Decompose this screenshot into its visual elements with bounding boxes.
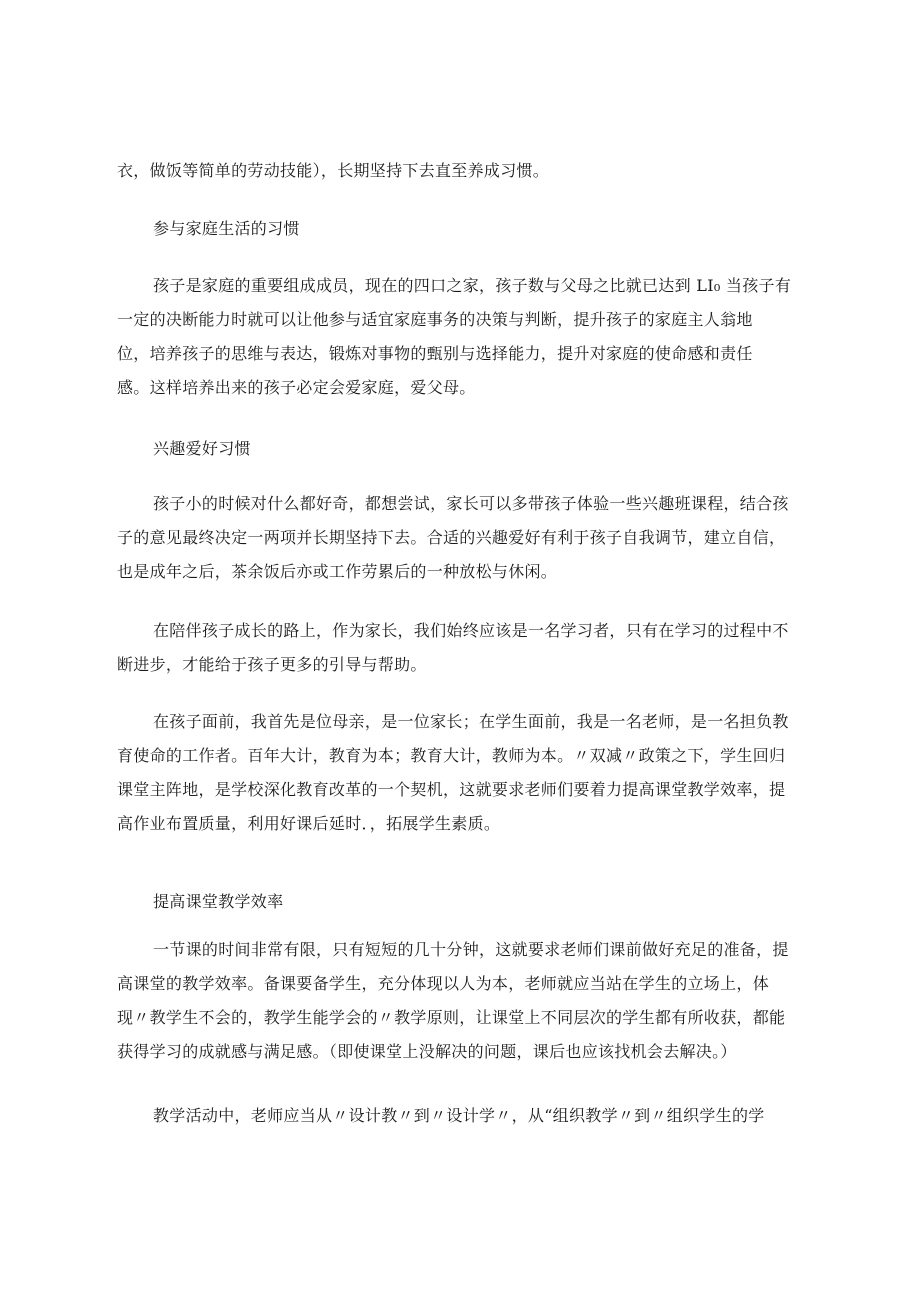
text-line: 感。这样培养出来的孩子必定会爱家庭，爱父母。 [117,378,476,397]
paragraph-2 [117,487,817,589]
text-line: 位，培养孩子的思维与表达，锻炼对事物的甄别与选择能力，提升对家庭的使命感和责任 [117,344,753,363]
text-line: 一定的决断能力时就可以让他参与适宜家庭事务的决策与判断，提升孩子的家庭主人翁地 [117,310,753,329]
text-line: 育使命的工作者。百年大计，教育为本；教育大计，教师为本。〃双减〃政策之下，学生回归 [117,746,786,765]
text-line: 现〃教学生不会的，教学生能学会的〃教学原则，让课堂上不同层次的学生都有所收获，都能 [117,1008,786,1027]
text-line: 在陪伴孩子成长的路上，作为家长，我们始终应该是一名学习者，只有在学习的过程中不 [153,621,789,640]
paragraph-6 [117,1099,817,1133]
text-line: 教学活动中，老师应当从〃设计教〃到〃设计学〃，从“组织教学〃到〃组织学生的学 [153,1106,765,1125]
text-line: 衣，做饭等简单的劳动技能），长期坚持下去直至养成习惯。 [117,161,550,180]
text-line: 孩子小的时候对什么都好奇，都想尝试，家长可以多带孩子体验一些兴趣班课程，结合孩 [153,494,789,513]
text-line: 高课堂的教学效率。备课要备学生，充分体现以人为本，老师就应当站在学生的立场上，体 [117,974,770,993]
text-line: 获得学习的成就感与满足感。（即使课堂上没解决的问题，课后也应该找机会去解决。） [117,1042,737,1061]
section-heading-classroom-efficiency: 提高课堂教学效率 [153,892,284,911]
paragraph-4 [117,705,817,841]
text-line: 课堂主阵地，是学校深化教育改革的一个契机，这就要求老师们要着力提高课堂教学效率，提 [117,780,786,799]
text-line: 一节课的时间非常有限，只有短短的几十分钟，这就要求老师们课前做好充足的准备，提 [153,940,789,959]
text-line: 也是成年之后，茶余饭后亦或工作劳累后的一种放松与休闲。 [117,562,558,581]
paragraph-3 [117,614,817,682]
paragraph-1 [117,269,817,405]
text-line: 子的意见最终决定一两项并长期坚持下去。合适的兴趣爱好有利于孩子自我调节，建立自信， [117,528,786,547]
text-line: 断进步，才能给于孩子更多的引导与帮助。 [117,655,427,674]
text-line: 孩子是家庭的重要组成成员，现在的四口之家，孩子数与父母之比就已达到 LI₀ 当孩子有 [153,276,792,295]
paragraph-0 [117,154,817,188]
paragraph-5 [117,933,817,1069]
text-line: 在孩子面前，我首先是位母亲，是一位家长；在学生面前，我是一名老师，是一名担负教 [153,712,789,731]
text-line: 高作业布置质量，利用好课后延时．，拓展学生素质。 [117,814,501,833]
section-heading-family-life: 参与家庭生活的习惯 [153,219,300,238]
section-heading-hobbies: 兴趣爱好习惯 [153,439,251,458]
